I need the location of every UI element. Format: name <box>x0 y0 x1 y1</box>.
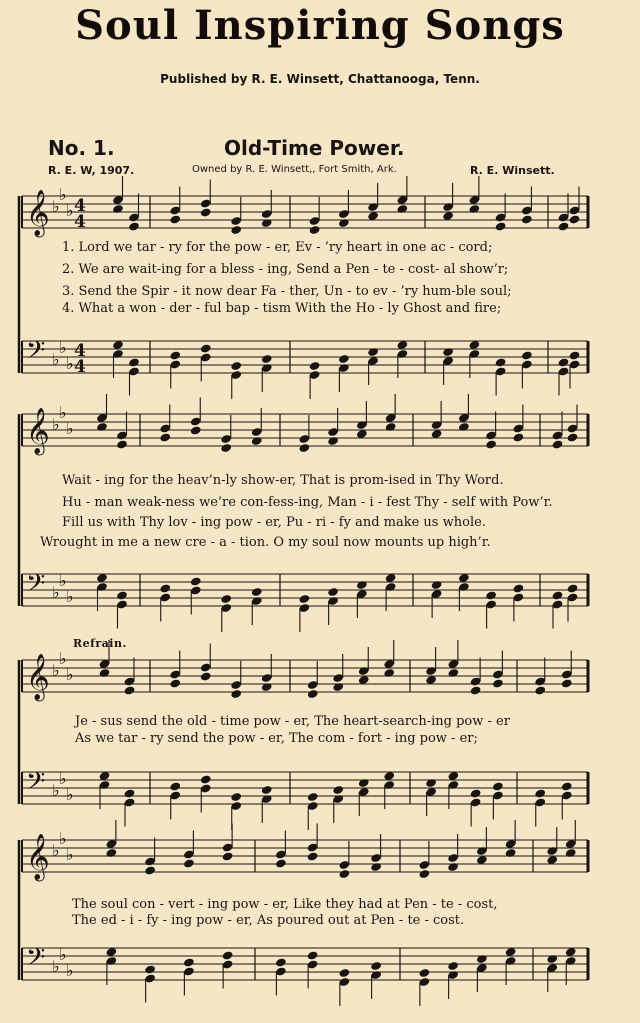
flat-icon: ♭ <box>59 403 67 422</box>
note-head <box>567 432 579 442</box>
time-signature: 4 <box>74 341 86 361</box>
note-head <box>431 580 443 590</box>
note-head <box>128 357 140 367</box>
note-head <box>356 580 368 590</box>
note-head <box>425 778 437 788</box>
flat-icon: ♭ <box>59 571 67 590</box>
note-head <box>534 685 546 695</box>
note-head <box>261 218 273 228</box>
verse-line: Wrought in me a new cre - a - tion. O my soul now mounts up high’r. <box>40 535 491 550</box>
bass-clef-icon: 𝄢 <box>26 569 46 604</box>
note-head <box>307 851 319 861</box>
verse-line: Fill us with Thy lov - ing pow - er, Pu - ri - fy and make us whole. <box>62 515 486 530</box>
time-signature: 4 <box>74 196 86 216</box>
note-head <box>261 682 273 692</box>
note-head <box>183 858 195 868</box>
note-head <box>447 961 459 971</box>
bass-clef-icon: 𝄢 <box>26 767 46 802</box>
note-head <box>442 347 454 357</box>
flat-icon: ♭ <box>59 769 67 788</box>
note-head <box>200 774 212 784</box>
note-head <box>99 668 111 678</box>
note-head <box>470 685 482 695</box>
flat-icon: ♭ <box>59 649 67 668</box>
flat-icon: ♭ <box>52 415 60 434</box>
note-head <box>327 436 339 446</box>
note-head <box>200 343 212 353</box>
note-head <box>512 583 524 593</box>
note-head <box>338 218 350 228</box>
flat-icon: ♭ <box>66 419 74 438</box>
flat-icon: ♭ <box>52 781 60 800</box>
note-head <box>105 848 117 858</box>
note-head <box>307 792 319 802</box>
note-head <box>521 214 533 224</box>
note-head <box>112 204 124 214</box>
flat-icon: ♭ <box>59 945 67 964</box>
note-head <box>200 671 212 681</box>
note-head <box>505 848 517 858</box>
note-head <box>124 788 136 798</box>
refrain-label: Refrain. <box>73 637 127 650</box>
note-head <box>169 350 181 360</box>
note-head <box>169 678 181 688</box>
note-head <box>116 590 128 600</box>
note-head <box>298 594 310 604</box>
flat-icon: ♭ <box>66 354 74 373</box>
note-head <box>332 785 344 795</box>
note-head <box>116 439 128 449</box>
note-head <box>222 950 234 960</box>
bass-clef-icon: 𝄢 <box>26 943 46 978</box>
note-head <box>222 851 234 861</box>
note-head <box>565 848 577 858</box>
note-head <box>447 668 459 678</box>
note-head <box>183 957 195 967</box>
note-head <box>485 439 497 449</box>
note-head <box>370 961 382 971</box>
copyright-credit: Owned by R. E. Winsett,, Fort Smith, Ark. <box>192 164 397 175</box>
flat-icon: ♭ <box>52 350 60 369</box>
flat-icon: ♭ <box>66 845 74 864</box>
book-title: Soul Inspiring Songs <box>75 2 565 49</box>
note-head <box>307 950 319 960</box>
note-head <box>128 221 140 231</box>
note-head <box>485 590 497 600</box>
note-head <box>569 350 581 360</box>
note-head <box>275 858 287 868</box>
flat-icon: ♭ <box>59 338 67 357</box>
note-head <box>220 594 232 604</box>
verse-line: 2. We are wait-ing for a bless - ing, Send a Pen - te - cost- al show’r; <box>62 262 509 277</box>
note-head <box>385 422 397 432</box>
treble-clef-icon: 𝄞 <box>26 190 50 236</box>
bass-clef-icon: 𝄢 <box>26 336 46 371</box>
treble-clef-icon: 𝄞 <box>26 834 50 880</box>
flat-icon: ♭ <box>52 583 60 602</box>
note-head <box>261 354 273 364</box>
flat-icon: ♭ <box>52 661 60 680</box>
note-head <box>492 781 504 791</box>
note-head <box>418 968 430 978</box>
verse-line: 3. Send the Spir - it now dear Fa - ther, Un - to ev - ’ry hum-ble soul; <box>62 284 512 299</box>
note-head <box>512 432 524 442</box>
note-head <box>338 354 350 364</box>
note-head <box>169 781 181 791</box>
lyricist-credit: R. E. W, 1907. <box>48 164 135 177</box>
flat-icon: ♭ <box>66 587 74 606</box>
note-head <box>251 436 263 446</box>
note-head <box>309 361 321 371</box>
flat-icon: ♭ <box>66 961 74 980</box>
note-head <box>190 576 202 586</box>
note-head <box>367 347 379 357</box>
note-head <box>230 792 242 802</box>
flat-icon: ♭ <box>52 841 60 860</box>
note-head <box>96 422 108 432</box>
note-head <box>327 587 339 597</box>
note-head <box>458 422 470 432</box>
note-head <box>144 964 156 974</box>
note-head <box>561 781 573 791</box>
note-head <box>558 221 570 231</box>
note-head <box>552 590 564 600</box>
flat-icon: ♭ <box>52 957 60 976</box>
refrain-line: The ed - i - fy - ing pow - er, As poured out at Pen - te - cost. <box>72 913 465 928</box>
note-head <box>534 788 546 798</box>
note-head <box>190 425 202 435</box>
note-head <box>144 865 156 875</box>
note-head <box>159 432 171 442</box>
time-signature: 4 <box>74 357 86 377</box>
note-head <box>338 968 350 978</box>
refrain-line: The soul con - vert - ing pow - er, Like they had at Pen - te - cost, <box>72 897 498 912</box>
note-head <box>492 678 504 688</box>
note-head <box>169 214 181 224</box>
treble-clef-icon: 𝄞 <box>26 408 50 454</box>
treble-clef-icon: 𝄞 <box>26 654 50 700</box>
note-head <box>567 583 579 593</box>
note-head <box>521 350 533 360</box>
note-head <box>383 668 395 678</box>
note-head <box>230 225 242 235</box>
hymn-number: No. 1. <box>48 136 115 160</box>
note-head <box>159 583 171 593</box>
refrain-line: Je - sus send the old - time pow - er, The heart-search-ing pow - er <box>75 714 510 729</box>
note-head <box>447 862 459 872</box>
flat-icon: ♭ <box>66 785 74 804</box>
note-head <box>476 954 488 964</box>
verse-line: 1. Lord we tar - ry for the pow - er, Ev - ’ry heart in one ac - cord; <box>62 240 493 255</box>
flat-icon: ♭ <box>52 197 60 216</box>
note-head <box>569 214 581 224</box>
note-head <box>561 678 573 688</box>
note-head <box>358 778 370 788</box>
note-head <box>309 225 321 235</box>
note-head <box>275 957 287 967</box>
flat-icon: ♭ <box>59 829 67 848</box>
note-head <box>124 685 136 695</box>
note-head <box>298 443 310 453</box>
note-head <box>200 207 212 217</box>
note-head <box>468 204 480 214</box>
note-head <box>495 221 507 231</box>
note-head <box>230 689 242 699</box>
note-head <box>470 788 482 798</box>
verse-line: 4. What a won - der - ful bap - tism With the Ho - ly Ghost and fire; <box>62 301 502 316</box>
time-signature: 4 <box>74 212 86 232</box>
note-head <box>552 439 564 449</box>
note-head <box>546 954 558 964</box>
flat-icon: ♭ <box>66 665 74 684</box>
verse-line: Hu - man weak-ness we’re con-fess-ing, Man - i - fest Thy - self with Pow’r. <box>62 495 553 510</box>
note-head <box>230 361 242 371</box>
composer-credit: R. E. Winsett. <box>470 164 555 177</box>
publisher-line: Published by R. E. Winsett, Chattanooga, Tenn. <box>160 72 480 86</box>
flat-icon: ♭ <box>59 185 67 204</box>
note-head <box>261 785 273 795</box>
note-head <box>396 204 408 214</box>
note-head <box>370 862 382 872</box>
note-head <box>332 682 344 692</box>
verse-line: Wait - ing for the heav’n-ly show-er, That is prom-ised in Thy Word. <box>62 473 504 488</box>
note-head <box>495 357 507 367</box>
hymn-title: Old-Time Power. <box>224 136 405 160</box>
note-head <box>418 869 430 879</box>
note-head <box>307 689 319 699</box>
flat-icon: ♭ <box>66 201 74 220</box>
note-head <box>251 587 263 597</box>
note-head <box>338 869 350 879</box>
note-head <box>558 357 570 367</box>
refrain-line: As we tar - ry send the pow - er, The com - fort - ing pow - er; <box>75 731 478 746</box>
note-head <box>220 443 232 453</box>
